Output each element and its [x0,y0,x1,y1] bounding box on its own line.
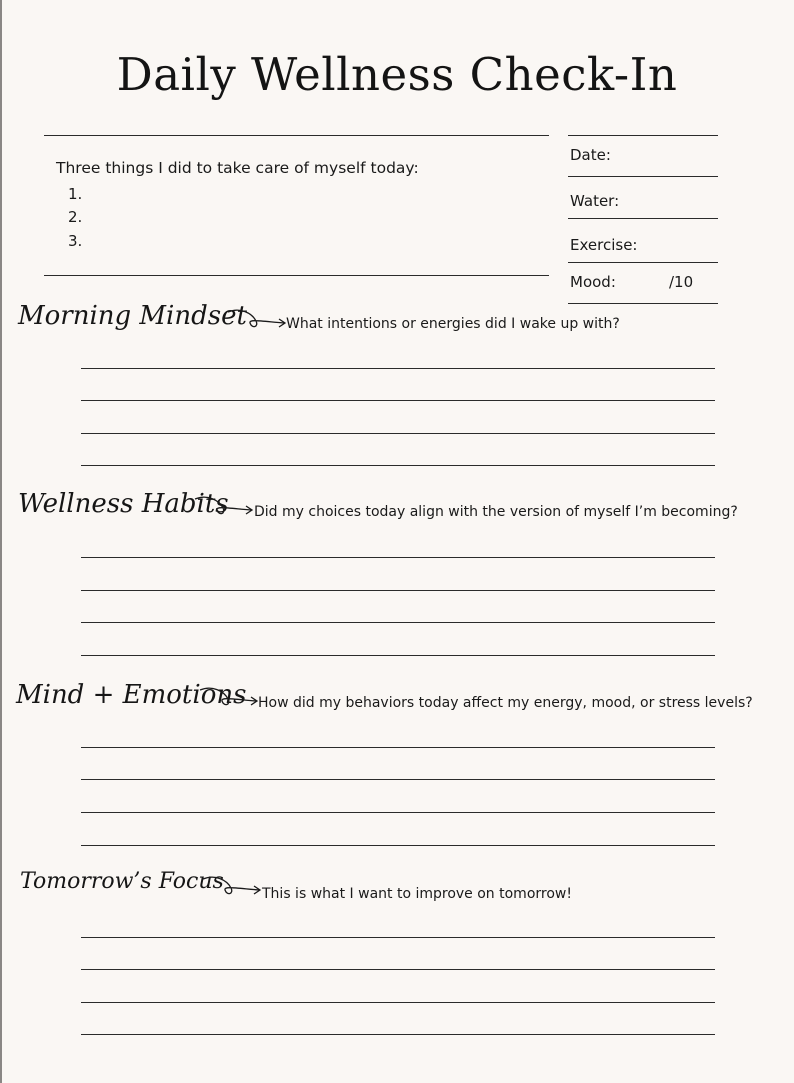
section-title-tomorrows-focus: Tomorrow’s Focus [20,869,224,894]
section-prompt-wellness-habits: Did my choices today align with the version of myself I’m becoming? [254,504,738,520]
care-item-1: 1. [68,185,83,203]
date-rule [568,176,718,177]
page-title: Daily Wellness Check-In [116,48,678,101]
section-prompt-tomorrows-focus: This is what I want to improve on tomorrow! [262,886,572,902]
answer-line [81,812,715,813]
section-title-wellness-habits: Wellness Habits [18,489,229,519]
care-item-2: 2. [68,208,83,226]
exercise-rule [568,262,718,263]
answer-line [81,622,715,623]
care-prompt: Three things I did to take care of myself today: [56,159,419,177]
answer-line [81,400,715,401]
answer-line [81,465,715,466]
answer-line [81,779,715,780]
answer-line [81,937,715,938]
care-item-3: 3. [68,232,83,250]
answer-line [81,747,715,748]
arrow-icon [193,494,255,524]
arrow-icon [226,307,288,337]
arrow-icon [201,874,263,904]
fields-top-rule [568,135,718,136]
answer-line [81,655,715,656]
section-title-mind-emotions: Mind + Emotions [16,680,247,710]
section-title-morning-mindset: Morning Mindset [18,301,247,331]
care-top-rule [44,135,549,136]
page-edge [0,0,2,1083]
section-prompt-morning-mindset: What intentions or energies did I wake up with? [286,316,620,332]
answer-line [81,433,715,434]
water-rule [568,218,718,219]
arrow-icon [198,685,260,715]
date-label: Date: [570,146,611,164]
answer-line [81,1002,715,1003]
answer-line [81,368,715,369]
section-prompt-mind-emotions: How did my behaviors today affect my energy, mood, or stress levels? [258,695,753,711]
answer-line [81,845,715,846]
answer-line [81,590,715,591]
answer-line [81,1034,715,1035]
exercise-label: Exercise: [570,236,638,254]
mood-scale: /10 [669,273,694,291]
mood-label: Mood: [570,273,616,291]
mood-rule [568,303,718,304]
answer-line [81,557,715,558]
water-label: Water: [570,192,620,210]
care-bottom-rule [44,275,549,276]
answer-line [81,969,715,970]
